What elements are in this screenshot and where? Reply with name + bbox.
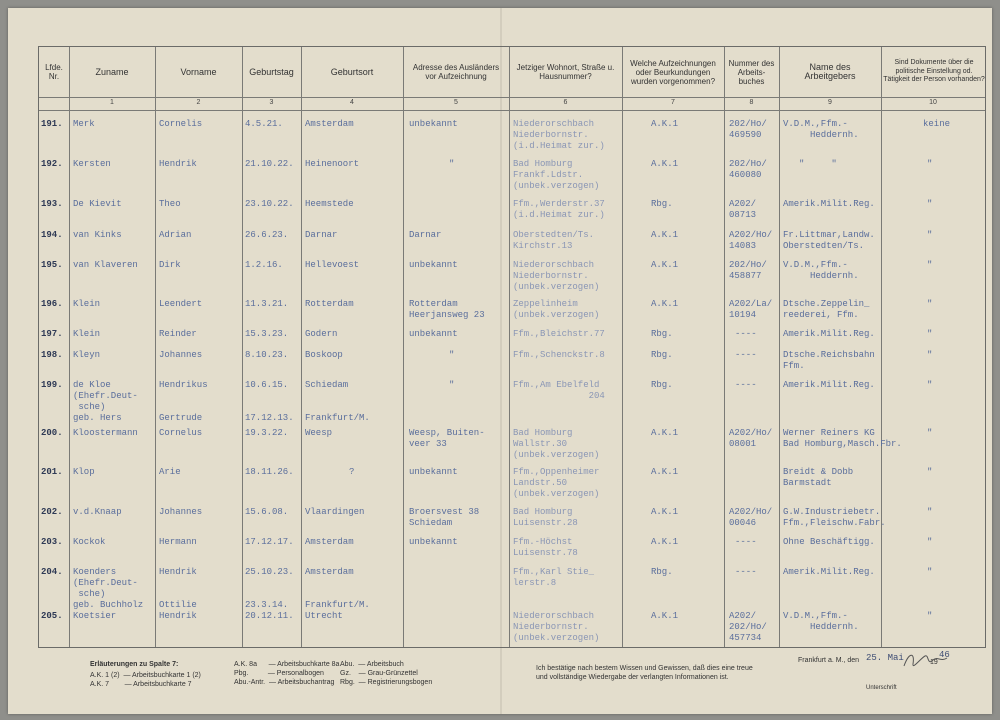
row-arbeitsbuch-nummer: ---- [735,329,757,339]
row-aufzeichnung: Rbg. [651,380,673,390]
register-table [38,46,986,648]
column-divider [622,47,623,647]
row-number: 201. [41,467,63,477]
row-zuname: De Kievit [73,199,122,209]
row-dokumente: " [927,567,933,577]
column-number: 6 [563,99,568,106]
row-zuname: van Kinks [73,230,122,240]
header-geburtstag: Geburtstag [249,66,294,77]
row-geburtsort: Utrecht [305,611,343,621]
row-arbeitsbuch-nummer: 202/Ho/ 458877 [729,260,767,281]
row-arbeitsbuch-nummer: ---- [735,350,757,360]
row-aufzeichnung: A.K.1 [651,467,679,477]
row-wohnort: Ffm.-Höchst Luisenstr.78 [513,537,578,558]
row-dokumente: " [927,199,933,209]
row-geburtstag: 10.6.15. 17.12.13. [245,380,294,423]
column-number: 9 [828,99,832,106]
row-geburtstag: 19.3.22. [245,428,289,438]
row-arbeitgeber: " " [799,159,837,169]
row-geburtsort: Heemstede [305,199,354,209]
row-arbeitsbuch-nummer: 202/Ho/ 460080 [729,159,767,180]
row-zuname: van Klaveren [73,260,138,270]
row-number: 204. [41,567,63,577]
row-geburtstag: 23.10.22. [245,199,294,209]
row-adresse: Darnar [409,230,442,240]
row-dokumente: " [927,329,933,339]
row-geburtsort: Amsterdam [305,537,354,547]
row-vorname: Leendert [159,299,203,309]
row-arbeitgeber: Amerik.Milit.Reg. [783,199,875,209]
row-arbeitgeber: V.D.M.,Ffm.- Heddernh. [783,611,859,632]
column-number: 3 [269,99,274,106]
legend-title: Erläuterungen zu Spalte 7: [90,661,179,668]
row-aufzeichnung: A.K.1 [651,119,679,129]
row-aufzeichnung: A.K.1 [651,611,679,621]
row-zuname: Kersten [73,159,111,169]
row-vorname: Dirk [159,260,181,270]
row-arbeitgeber: V.D.M.,Ffm.- Heddernh. [783,119,859,140]
row-arbeitgeber: Amerik.Milit.Reg. [783,329,875,339]
typed-year: 46 [939,650,950,660]
column-number: 10 [929,99,937,106]
column-divider [403,47,404,647]
row-adresse: Weesp, Buiten- veer 33 [409,428,485,449]
row-geburtsort: Heinenoort [305,159,360,169]
column-number: 7 [671,99,675,106]
year-prefix: 19 [930,659,938,666]
header-lfd-nr: Lfde. Nr. [45,63,63,81]
row-arbeitgeber: G.W.Industriebetr. Ffm.,Fleischw.Fabr. [783,507,886,528]
row-dokumente: " [927,611,933,621]
row-zuname: Merk [73,119,95,129]
place-date-label: Frankfurt a. M., den [798,657,860,664]
row-vorname: Cornelis [159,119,203,129]
row-wohnort: Ffm.,Karl Stie_ lerstr.8 [513,567,595,588]
header-wohnort: Jetziger Wohnort, Straße u. Hausnummer? [516,63,615,81]
row-arbeitsbuch-nummer: 202/Ho/ 469590 [729,119,767,140]
row-arbeitsbuch-nummer: A202/ 202/Ho/ 457734 [729,611,767,643]
row-vorname: Hermann [159,537,197,547]
row-geburtstag: 26.6.23. [245,230,289,240]
header-adresse: Adresse des Ausländers vor Aufzeichnung [412,63,500,81]
row-geburtsort: Weesp [305,428,333,438]
column-divider [155,47,156,647]
row-vorname: Theo [159,199,181,209]
row-arbeitgeber: Dtsche.Reichsbahn Ffm. [783,350,875,371]
row-dokumente: " [927,467,933,477]
row-dokumente: " [927,380,933,390]
header-dokumente: Sind Dokumente über die politische Einstellung od. Tätigkeit der Person vorhanden? [883,59,985,84]
row-zuname: Koetsier [73,611,117,621]
row-wohnort: Niederorschbach Niederbornstr. (unbek.verzogen) [513,260,600,292]
row-dokumente: " [927,428,933,438]
row-wohnort: Niederorschbach Niederbornstr. (i.d.Heimat zur.) [513,119,605,151]
row-arbeitgeber: V.D.M.,Ffm.- Heddernh. [783,260,859,281]
row-vorname: Hendrik [159,611,197,621]
row-number: 202. [41,507,63,517]
row-vorname: Hendrik [159,159,197,169]
row-vorname: Johannes [159,350,203,360]
handwritten-signature [901,648,951,672]
row-wohnort: Ffm.,Bleichstr.77 [513,329,605,339]
row-arbeitsbuch-nummer: ---- [735,380,757,390]
row-aufzeichnung: A.K.1 [651,299,679,309]
legend-column-b: A.K. 8a — Arbeitsbuchkarte 8a Pbg. — Personalbogen Abu.-Antr. — Arbeitsbuchantrag [234,661,340,686]
legend-column-a: A.K. 1 (2) — Arbeitsbuchkarte 1 (2) A.K. 7 — Arbeitsbuchkarte 7 [90,672,201,688]
column-number: 4 [350,99,354,106]
row-number: 200. [41,428,63,438]
row-number: 205. [41,611,63,621]
row-adresse: Broersvest 38 Schiedam [409,507,480,528]
row-number: 195. [41,260,63,270]
row-arbeitsbuch-nummer: A202/La/ 10194 [729,299,773,320]
column-number: 5 [454,99,458,106]
row-wohnort: Oberstedten/Ts. Kirchstr.13 [513,230,595,251]
row-vorname: Johannes [159,507,203,517]
header-geburtsort: Geburtsort [330,66,374,77]
row-aufzeichnung: Rbg. [651,329,673,339]
row-number: 197. [41,329,63,339]
row-geburtstag: 11.3.21. [245,299,289,309]
row-vorname: Cornelus [159,428,203,438]
row-adresse: unbekannt [409,260,458,270]
row-adresse: " [449,159,455,169]
document-sheet [8,8,992,714]
header-divider [39,97,985,98]
row-number: 198. [41,350,63,360]
row-zuname: Klein [73,329,101,339]
column-divider [881,47,882,647]
row-zuname: Kleyn [73,350,101,360]
typed-date: 25. Mai [866,653,904,663]
row-dokumente: " [927,260,933,270]
row-zuname: Kloostermann [73,428,138,438]
row-arbeitsbuch-nummer: ---- [735,537,757,547]
row-geburtstag: 4.5.21. [245,119,283,129]
row-dokumente: " [927,159,933,169]
row-adresse: Rotterdam Heerjansweg 23 [409,299,485,320]
signature-label: Unterschrift [866,685,897,691]
row-arbeitgeber: Amerik.Milit.Reg. [783,380,875,390]
row-geburtsort: Godern [305,329,338,339]
row-dokumente: " [927,350,933,360]
column-divider [509,47,510,647]
column-divider [779,47,780,647]
row-geburtsort: Schiedam Frankfurt/M. [305,380,370,423]
row-geburtstag: 21.10.22. [245,159,294,169]
row-adresse: " [449,380,455,390]
row-zuname: v.d.Knaap [73,507,122,517]
column-divider [69,47,70,647]
row-geburtstag: 17.12.17. [245,537,294,547]
row-arbeitgeber: Fr.Littmar,Landw. Oberstedten/Ts. [783,230,875,251]
row-geburtstag: 18.11.26. [245,467,294,477]
row-wohnort: Ffm.,Am Ebelfeld 204 [513,380,605,401]
row-geburtstag: 8.10.23. [245,350,289,360]
row-vorname: Arie [159,467,181,477]
header-nummer: Nummer des Arbeits-buches [728,58,775,86]
row-wohnort: Bad Homburg Frankf.Ldstr. (unbek.verzogen) [513,159,600,191]
legend-column-c: Abu. — Arbeitsbuch Gz. — Grau-Grünzettel Rbg. — Registrierungsbogen [340,661,433,686]
column-divider [724,47,725,647]
row-wohnort: Ffm.,Werderstr.37 (i.d.Heimat zur.) [513,199,605,220]
row-zuname: Kockok [73,537,106,547]
row-wohnort: Bad Homburg Wallstr.30 (unbek.verzogen) [513,428,600,460]
header-aufzeichnungen: Welche Aufzeichnungen oder Beurkundungen wurden vorgenommen? [630,58,716,86]
row-dokumente: " [927,537,933,547]
row-aufzeichnung: A.K.1 [651,428,679,438]
row-adresse: unbekannt [409,537,458,547]
row-aufzeichnung: A.K.1 [651,537,679,547]
row-number: 192. [41,159,63,169]
row-aufzeichnung: Rbg. [651,567,673,577]
header-vorname: Vorname [180,66,217,77]
row-geburtsort: Boskoop [305,350,343,360]
column-number: 1 [110,99,114,106]
row-arbeitsbuch-nummer: A202/Ho/ 08001 [729,428,773,449]
row-adresse: unbekannt [409,467,458,477]
header-divider [39,110,985,111]
row-arbeitgeber: Breidt & Dobb Barmstadt [783,467,854,488]
row-geburtsort: Rotterdam [305,299,354,309]
row-number: 203. [41,537,63,547]
row-dokumente: keine [923,119,951,129]
row-aufzeichnung: A.K.1 [651,507,679,517]
row-aufzeichnung: A.K.1 [651,159,679,169]
row-adresse: unbekannt [409,119,458,129]
row-adresse: " [449,350,455,360]
row-arbeitsbuch-nummer: A202/ 08713 [729,199,757,220]
row-zuname: de Kloe (Ehefr.Deut- sche) geb. Hers [73,380,138,423]
row-geburtstag: 15.3.23. [245,329,289,339]
row-vorname: Adrian [159,230,192,240]
confirmation-text: Ich bestätige nach bestem Wissen und Gewissen, daß dies eine treue und vollständige Wiedergabe der verlangten Informationen ist. [536,665,753,681]
row-geburtsort: Amsterdam [305,119,354,129]
row-aufzeichnung: A.K.1 [651,230,679,240]
row-geburtstag: 15.6.08. [245,507,289,517]
row-number: 196. [41,299,63,309]
row-adresse: unbekannt [409,329,458,339]
row-zuname: Klop [73,467,95,477]
row-arbeitgeber: Ohne Beschäftigg. [783,537,875,547]
row-wohnort: Bad Homburg Luisenstr.28 [513,507,578,528]
row-vorname: Reinder [159,329,197,339]
row-number: 193. [41,199,63,209]
row-wohnort: Zeppelinheim (unbek.verzogen) [513,299,600,320]
row-dokumente: " [927,299,933,309]
row-number: 199. [41,380,63,390]
row-arbeitsbuch-nummer: A202/Ho/ 00046 [729,507,773,528]
row-aufzeichnung: A.K.1 [651,260,679,270]
row-geburtsort: Hellevoest [305,260,360,270]
row-arbeitgeber: Dtsche.Zeppelin_ reederei, Ffm. [783,299,870,320]
row-aufzeichnung: Rbg. [651,199,673,209]
row-geburtstag: 20.12.11. [245,611,294,621]
row-wohnort: Ffm.,Schenckstr.8 [513,350,605,360]
header-zuname: Zuname [95,66,129,77]
row-arbeitsbuch-nummer: A202/Ho/ 14083 [729,230,773,251]
row-geburtsort: Vlaardingen [305,507,365,517]
row-geburtstag: 25.10.23. 23.3.14. [245,567,294,610]
row-wohnort: Niederorschbach Niederbornstr. (unbek.verzogen) [513,611,600,643]
row-arbeitgeber: Amerik.Milit.Reg. [783,567,875,577]
header-arbeitgeber: Name des Arbeitgebers [804,62,856,81]
row-geburtstag: 1.2.16. [245,260,283,270]
row-vorname: Hendrikus Gertrude [159,380,208,423]
row-arbeitgeber: Werner Reiners KG Bad Homburg,Masch.Fbr. [783,428,902,449]
row-number: 194. [41,230,63,240]
row-arbeitsbuch-nummer: ---- [735,567,757,577]
row-geburtsort: Darnar [305,230,338,240]
row-number: 191. [41,119,63,129]
row-zuname: Koenders (Ehefr.Deut- sche) geb. Buchholz [73,567,144,610]
column-number: 8 [749,99,754,106]
column-divider [301,47,302,647]
row-wohnort: Ffm.,Oppenheimer Landstr.50 (unbek.verzogen) [513,467,600,499]
row-dokumente: " [927,230,933,240]
row-geburtsort: ? [349,467,355,477]
row-geburtsort: Amsterdam Frankfurt/M. [305,567,370,610]
row-zuname: Klein [73,299,101,309]
row-dokumente: " [927,507,933,517]
row-aufzeichnung: Rbg. [651,350,673,360]
row-vorname: Hendrik Ottilie [159,567,197,610]
column-number: 2 [196,99,201,106]
column-divider [242,47,243,647]
